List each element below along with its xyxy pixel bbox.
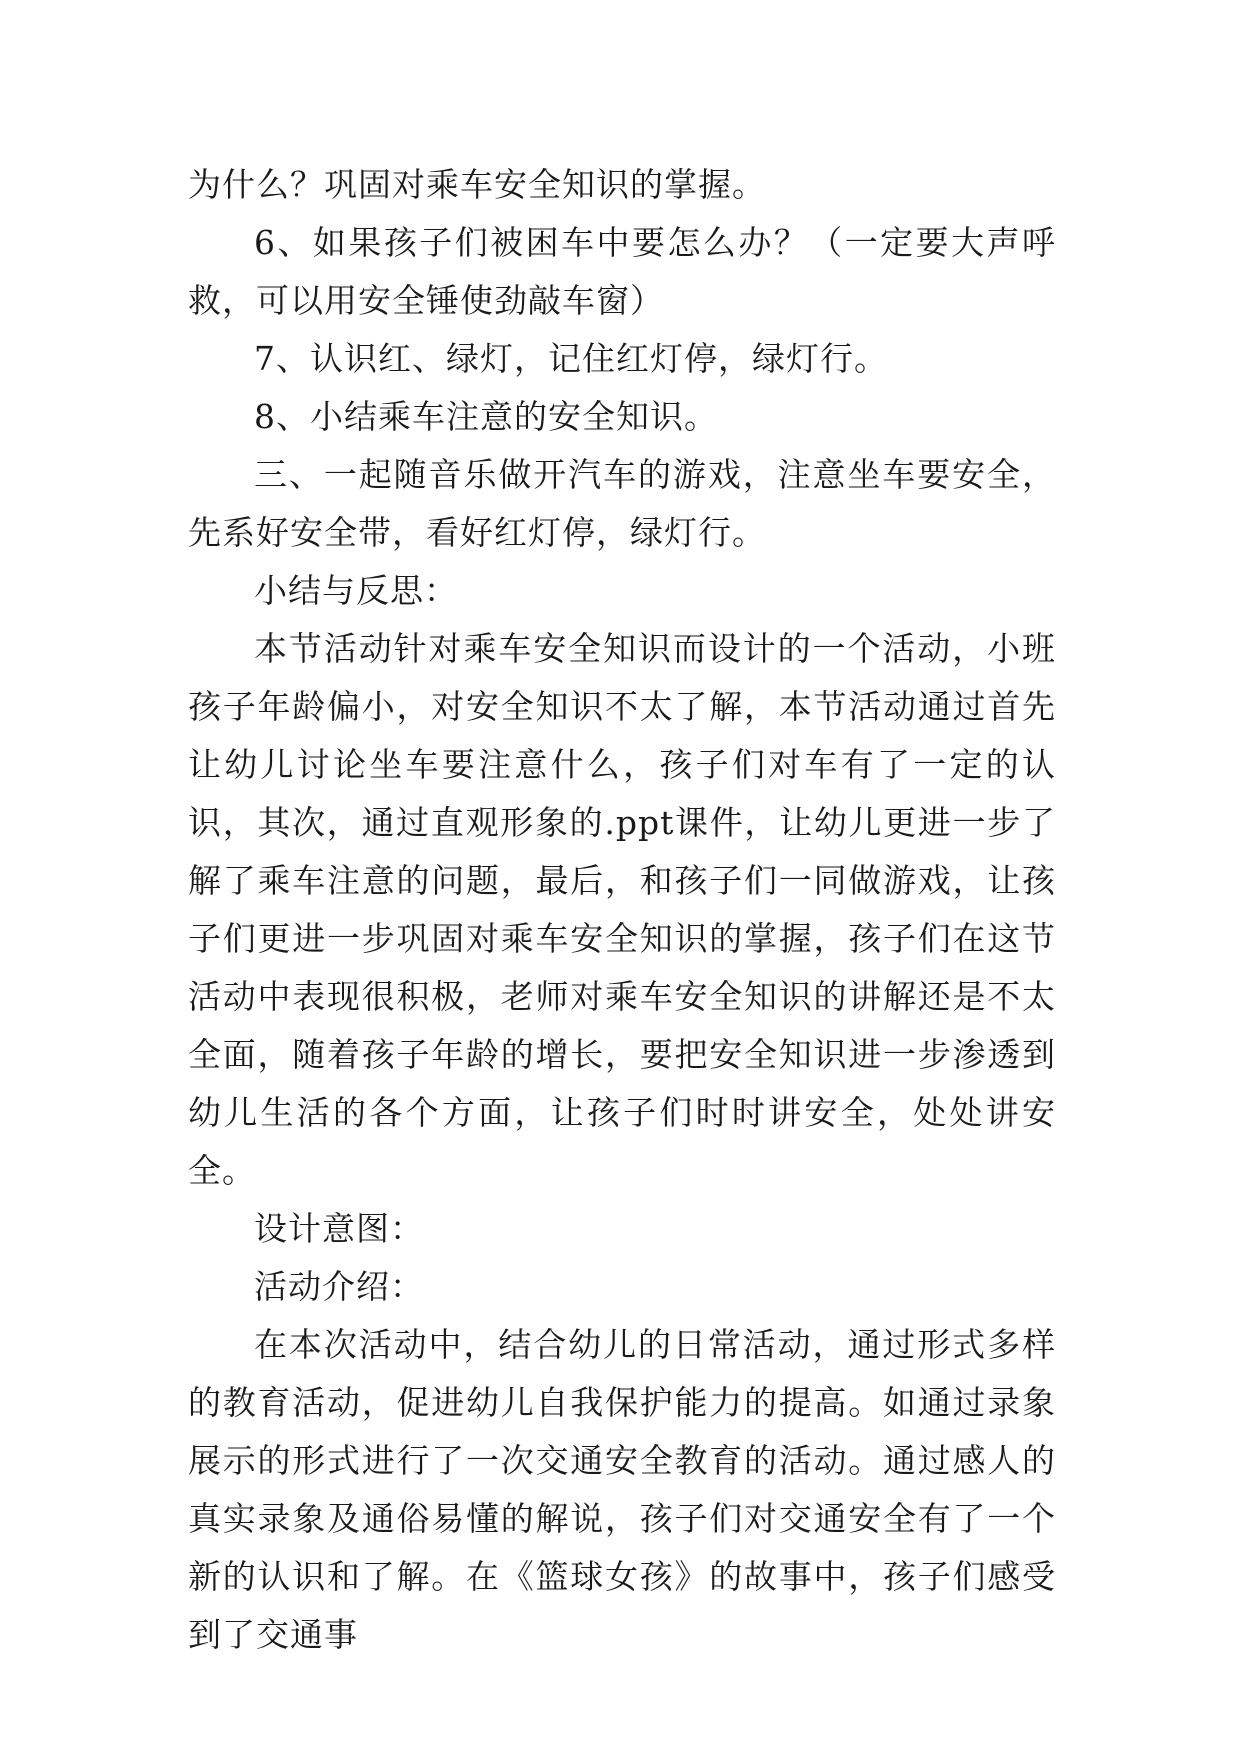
paragraph-reflection: 本节活动针对乘车安全知识而设计的一个活动，小班孩子年龄偏小，对安全知识不太了解，本节活动通过首先让幼儿讨论坐车要注意什么，孩子们对车有了一定的认识，其次，通过直观形象的.ppt课件，让幼儿更进一步了解了乘车注意的问题，最后，和孩子们一同做游戏，让孩子们更进一步巩固对乘车安全知识的掌握，孩子们在这节活动中表现很积极，老师对乘车安全知识的讲解还是不太全面，随着孩子年龄的增长，要把安全知识进一步渗透到幼儿生活的各个方面，让孩子们时时讲安全，处处讲安全。	[188, 629, 1056, 1190]
heading-activity-intro: 活动介绍：	[254, 1267, 424, 1306]
paragraph-continuation: 为什么？巩固对乘车安全知识的掌握。	[188, 165, 766, 204]
paragraph-step-8: 8、小结乘车注意的安全知识。	[254, 397, 718, 436]
document-body	[188, 156, 1056, 1664]
paragraph-step-7: 7、认识红、绿灯，记住红灯停，绿灯行。	[254, 339, 888, 378]
heading-summary-reflection: 小结与反思：	[254, 571, 458, 610]
paragraph-step-6: 6、如果孩子们被困车中要怎么办？（一定要大声呼救，可以用安全锤使劲敲车窗）	[188, 223, 1056, 320]
paragraph-activity-intro: 在本次活动中，结合幼儿的日常活动，通过形式多样的教育活动，促进幼儿自我保护能力的提高。如通过录象展示的形式进行了一次交通安全教育的活动。通过感人的真实录象及通俗易懂的解说，孩子们对交通安全有了一个新的认识和了解。在《篮球女孩》的故事中，孩子们感受到了交通事	[188, 1325, 1056, 1654]
heading-design-intent: 设计意图：	[254, 1209, 424, 1248]
paragraph-section-3: 三、一起随音乐做开汽车的游戏，注意坐车要安全，先系好安全带，看好红灯停，绿灯行。	[188, 455, 1056, 552]
